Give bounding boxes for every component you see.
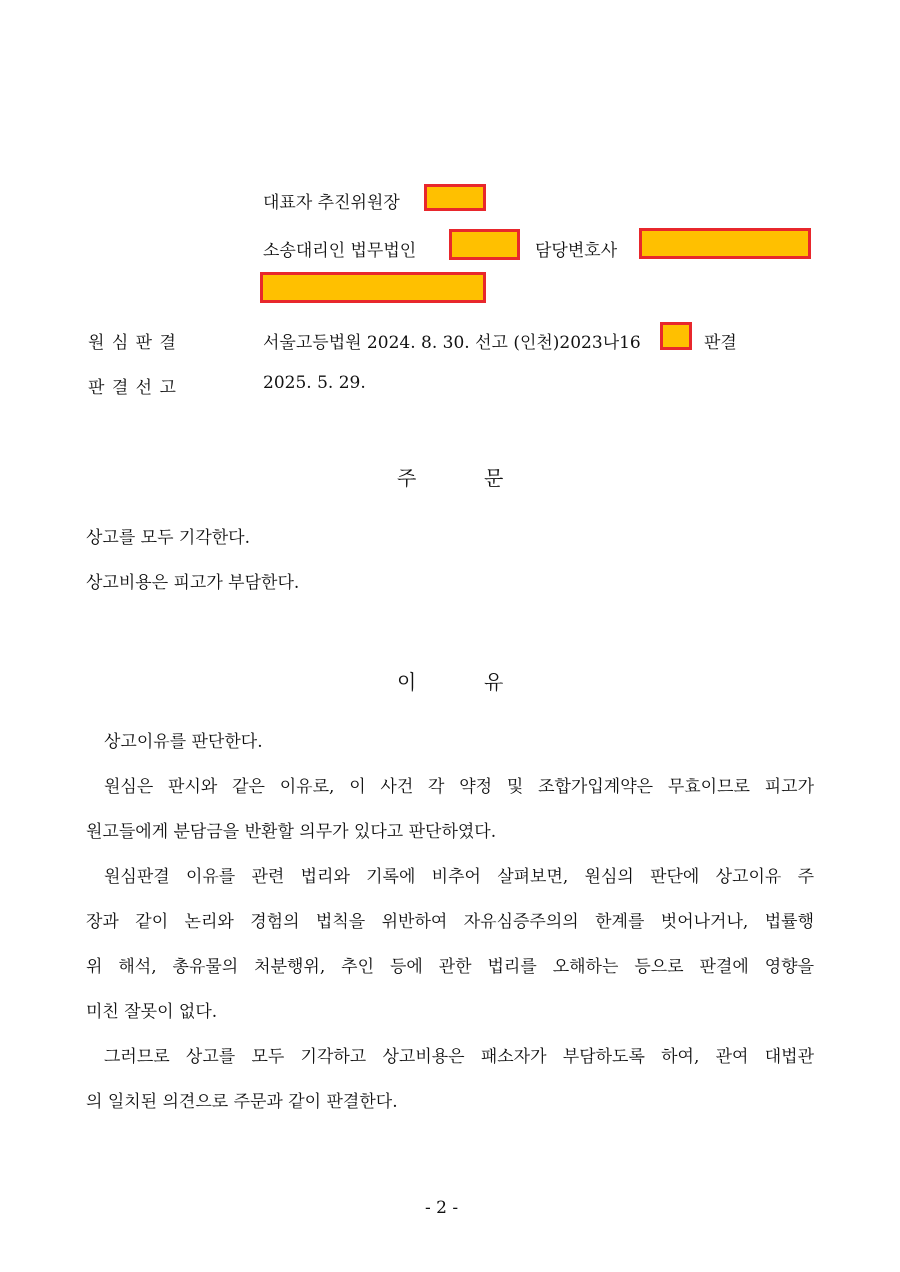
litigation-agent-label: 소송대리인 법무법인 — [263, 241, 417, 261]
original-judgment-text: 서울고등법원 2024. 8. 30. 선고 (인천)2023나16 — [263, 333, 641, 353]
reasons-paragraph-3-line-1: 원심판결 이유를 관련 법리와 기록에 비추어 살펴보면, 원심의 판단에 상고이유 주 — [104, 867, 814, 887]
reasons-paragraph-4-line-2: 의 일치된 의견으로 주문과 같이 판결한다. — [86, 1092, 398, 1112]
original-judgment-label: 원 심 판 결 — [88, 333, 177, 353]
order-line-2: 상고비용은 피고가 부담한다. — [86, 573, 300, 593]
redaction-attorney-names — [639, 228, 811, 259]
order-heading-left: 주 — [397, 466, 417, 490]
sentencing-date: 2025. 5. 29. — [263, 373, 366, 393]
page-number: - 2 - — [425, 1198, 459, 1218]
reasons-heading-right: 유 — [484, 670, 504, 694]
original-judgment-suffix: 판결 — [704, 333, 737, 353]
sentencing-label: 판 결 선 고 — [88, 378, 177, 398]
redaction-attorney-names-continued — [260, 272, 486, 303]
reasons-heading-left: 이 — [397, 670, 417, 694]
redaction-representative-name — [424, 184, 486, 211]
reasons-paragraph-2-line-2: 원고들에게 분담금을 반환할 의무가 있다고 판단하였다. — [86, 822, 497, 842]
reasons-paragraph-3-line-4: 미친 잘못이 없다. — [86, 1002, 218, 1022]
reasons-paragraph-3-line-2: 장과 같이 논리와 경험의 법칙을 위반하여 자유심증주의의 한계를 벗어나거나, 법률행 — [86, 912, 814, 932]
reasons-paragraph-4-line-1: 그러므로 상고를 모두 기각하고 상고비용은 패소자가 부담하도록 하여, 관여 대법관 — [104, 1047, 814, 1067]
redaction-case-number — [660, 322, 692, 350]
reasons-paragraph-1: 상고이유를 판단한다. — [104, 732, 263, 752]
representative-label: 대표자 추진위원장 — [263, 193, 400, 213]
attorney-in-charge-label: 담당변호사 — [535, 241, 618, 261]
order-heading-right: 문 — [484, 466, 504, 490]
redaction-law-firm-name — [449, 229, 520, 260]
order-line-1: 상고를 모두 기각한다. — [86, 528, 251, 548]
reasons-paragraph-2-line-1: 원심은 판시와 같은 이유로, 이 사건 각 약정 및 조합가입계약은 무효이므로 피고가 — [104, 777, 814, 797]
reasons-paragraph-3-line-3: 위 해석, 총유물의 처분행위, 추인 등에 관한 법리를 오해하는 등으로 판결에 영향을 — [86, 957, 814, 977]
